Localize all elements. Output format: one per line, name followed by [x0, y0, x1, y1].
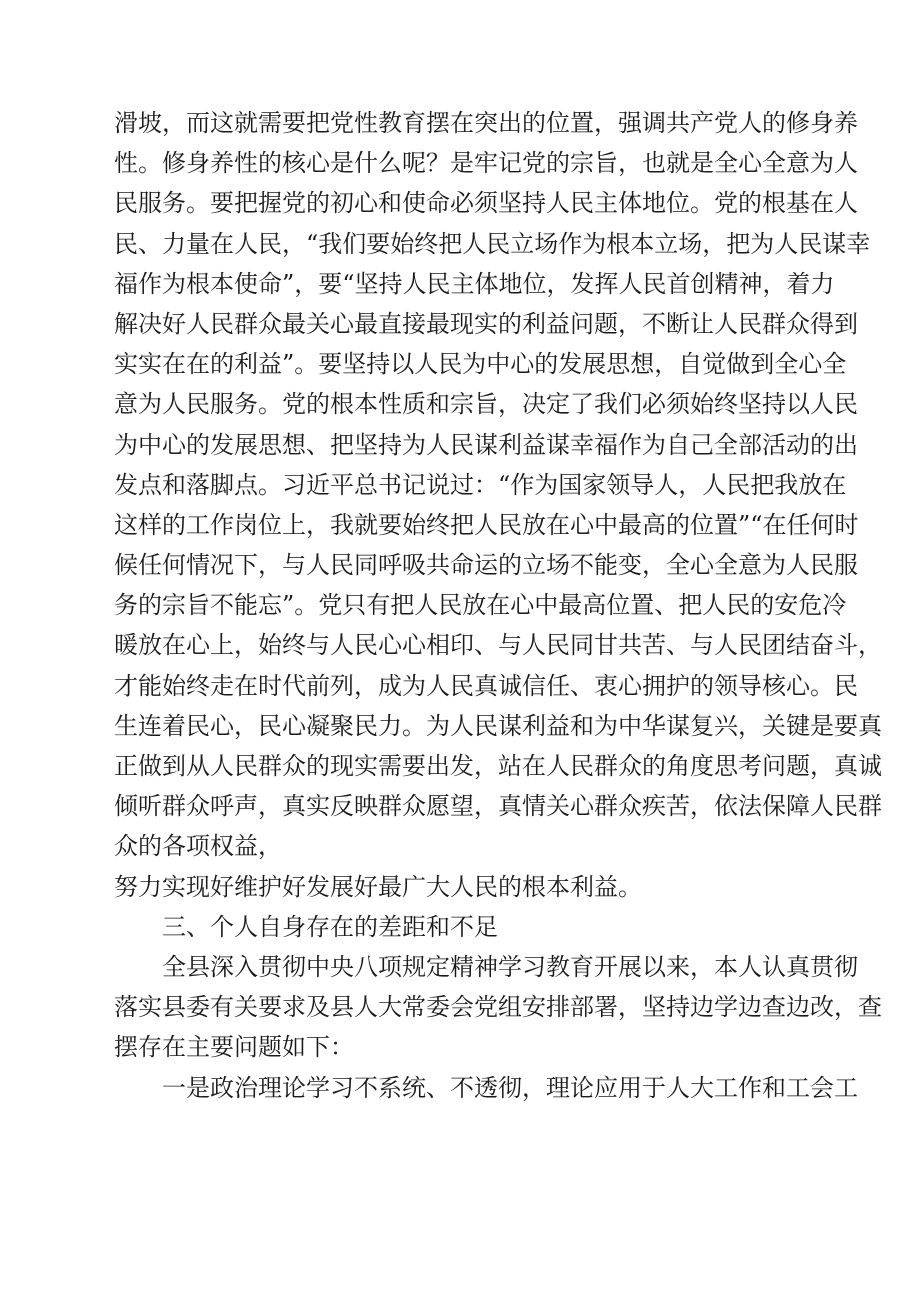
text-line: 实实在在的利益”。要坚持以人民为中心的发展思想，自觉做到全心全	[114, 350, 847, 379]
text-line: 倾听群众呼声，真实反映群众愿望，真情关心群众疾苦，依法保障人民群	[114, 792, 882, 821]
text-line: 解决好人民群众最关心最直接最现实的利益问题，不断让人民群众得到	[114, 309, 858, 338]
text-line: 候任何情况下，与人民同呼吸共命运的立场不能变，全心全意为人民服	[114, 551, 858, 580]
text-line: 务的宗旨不能忘”。党只有把人民放在心中最高位置、把人民的安危冷	[114, 591, 847, 620]
section-heading: 三、个人自身存在的差距和不足	[162, 912, 498, 941]
paragraph-first-line: 全县深入贯彻中央八项规定精神学习教育开展以来，本人认真贯彻	[162, 952, 858, 981]
text-line: 这样的工作岗位上，我就要始终把人民放在心中最高的位置”“在任何时	[114, 510, 859, 539]
text-line: 落实县委有关要求及县人大常委会党组安排部署，坚持边学边查边改，查	[114, 993, 882, 1022]
text-line: 民、力量在人民，“我们要始终把人民立场作为根本立场，把为人民谋幸	[114, 229, 871, 258]
text-line: 摆存在主要问题如下：	[114, 1033, 354, 1062]
text-line: 民服务。要把握党的初心和使命必须坚持人民主体地位。党的根基在人	[114, 189, 858, 218]
text-line: 才能始终走在时代前列，成为人民真诚信任、衷心拥护的领导核心。民	[114, 671, 858, 700]
text-line: 性。修身养性的核心是什么呢？是牢记党的宗旨，也就是全心全意为人	[114, 149, 858, 178]
body-text	[114, 103, 882, 1108]
text-line: 生连着民心，民心凝聚民力。为人民谋利益和为中华谋复兴，关键是要真	[114, 711, 882, 740]
text-line: 暖放在心上，始终与人民心心相印、与人民同甘共苦、与人民团结奋斗，	[114, 631, 882, 660]
text-line: 正做到从人民群众的现实需要出发，站在人民群众的角度思考问题，真诚	[114, 752, 882, 780]
text-line: 福作为根本使命”，要“坚持人民主体地位，发挥人民首创精神，着力	[114, 269, 835, 298]
text-line: 努力实现好维护好发展好最广大人民的根本利益。	[114, 872, 642, 901]
text-line: 发点和落脚点。习近平总书记说过：“作为国家领导人，人民把我放在	[114, 470, 847, 499]
text-line: 意为人民服务。党的根本性质和宗旨，决定了我们必须始终坚持以人民	[114, 390, 858, 419]
paragraph-first-line: 一是政治理论学习不系统、不透彻，理论应用于人大工作和工会工	[162, 1073, 858, 1102]
text-line: 滑坡，而这就需要把党性教育摆在突出的位置，强调共产党人的修身养	[114, 109, 858, 137]
text-line: 众的各项权益，	[114, 832, 282, 861]
text-line: 为中心的发展思想、把坚持为人民谋利益谋幸福作为自己全部活动的出	[114, 430, 858, 459]
